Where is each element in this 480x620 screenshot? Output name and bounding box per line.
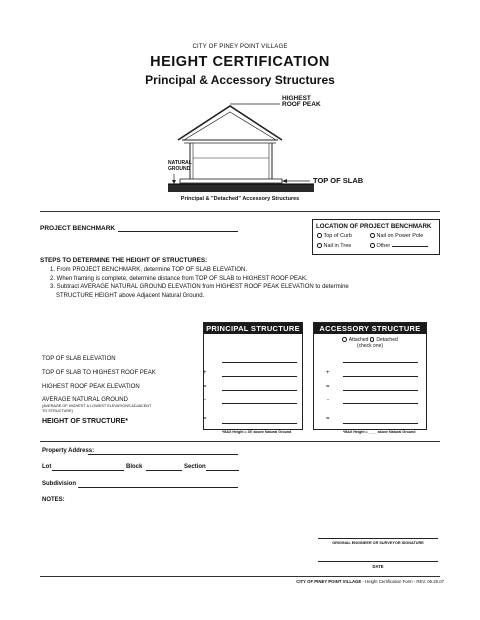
option-label: Nail in Tree <box>323 243 352 249</box>
other-field[interactable] <box>392 246 428 247</box>
option-label: Other <box>376 243 391 249</box>
accessory-slab-to-peak-field[interactable] <box>343 376 418 377</box>
max-height-accessory-note: *MAX Height = ____ above Natural Ground <box>343 430 416 434</box>
property-address-label: Property Address: <box>42 448 95 454</box>
form-title: HEIGHT CERTIFICATION <box>150 54 330 70</box>
avg-note <box>42 404 151 413</box>
principal-peak-elevation-field[interactable] <box>222 390 297 391</box>
row-label: AVERAGE NATURAL GROUND <box>42 397 128 403</box>
house-diagram <box>168 92 378 210</box>
option-label: Top of Curb <box>323 233 352 239</box>
avg-note-line-2: TO STRUCTURE) <box>42 408 73 413</box>
footer-form: - Height Certification Form - REV. 06.25.07 <box>362 579 444 584</box>
step-1: 1. From PROJECT BENCHMARK, determine TOP OF SLAB ELEVATION. <box>50 267 248 273</box>
step-3-cont: STRUCTURE HEIGHT above Adjacent Natural Ground. <box>56 292 205 299</box>
op-equals: = <box>203 416 207 422</box>
date-label: DATE <box>372 564 384 569</box>
step-2: 2. When framing is complete, determine distance from TOP OF SLAB to HIGHEST ROOF PEAK. <box>50 275 308 282</box>
benchmark-location-box <box>312 219 440 255</box>
ground-label-line-2: GROUND <box>168 166 191 172</box>
lot-field[interactable] <box>52 470 124 471</box>
diagram-caption: Principal & "Detached" Accessory Structures <box>180 196 300 202</box>
notes-label: NOTES: <box>42 497 65 503</box>
lot-label: Lot <box>42 464 52 470</box>
ground-label-line-1: NATURAL <box>168 160 192 166</box>
row-label: TOP OF SLAB TO HIGHEST ROOF PEAK <box>42 370 156 376</box>
step-3: 3. Subtract AVERAGE NATURAL GROUND ELEVATION from HIGHEST ROOF PEAK ELEVATION to determine <box>50 284 349 290</box>
row-label: HIGHEST ROOF PEAK ELEVATION <box>42 384 140 390</box>
subdivision-label: Subdivision <box>42 481 77 487</box>
op-equals: = <box>326 416 330 422</box>
property-address-field[interactable] <box>88 454 238 455</box>
detached-label: Detached <box>376 337 398 343</box>
principal-header: PRINCIPAL STRUCTURE <box>204 323 302 334</box>
date-field[interactable] <box>318 561 438 562</box>
highest-roof-peak-label <box>282 96 321 108</box>
radio-icon <box>370 233 375 238</box>
section-label: Section <box>184 464 206 470</box>
radio-icon <box>370 337 375 342</box>
project-benchmark-field[interactable] <box>118 231 238 232</box>
option-nail-power-pole[interactable] <box>370 233 423 239</box>
peak-label-line-2: ROOF PEAK <box>282 101 321 108</box>
attached-label: Attached <box>348 337 369 343</box>
project-benchmark-label: PROJECT BENCHMARK <box>40 225 116 232</box>
top-of-slab-label: TOP OF SLAB <box>313 176 364 185</box>
option-nail-in-tree[interactable] <box>317 243 351 249</box>
check-one-note: (check one) <box>356 343 384 349</box>
option-other[interactable] <box>370 243 428 249</box>
accessory-height-field[interactable] <box>343 423 418 424</box>
radio-icon <box>342 337 347 342</box>
principal-slab-to-peak-field[interactable] <box>222 376 297 377</box>
row-label: TOP OF SLAB ELEVATION <box>42 356 116 362</box>
radio-icon <box>317 233 322 238</box>
signature-field[interactable] <box>318 538 438 539</box>
avg-note-line-1: (AVERAGE OF HIGHEST & LOWEST ELEVATIONS ADJACENT <box>42 404 152 408</box>
footer <box>268 579 444 584</box>
accessory-header: ACCESSORY STRUCTURE <box>314 323 426 334</box>
op-equals: = <box>203 384 207 390</box>
principal-avg-ground-field[interactable] <box>222 403 297 404</box>
natural-ground-label <box>168 160 192 172</box>
accessory-peak-elevation-field[interactable] <box>343 390 418 391</box>
peak-label-line-1: HIGHEST <box>282 95 311 102</box>
op-plus: + <box>203 370 207 376</box>
op-plus: + <box>326 370 330 376</box>
option-top-of-curb[interactable] <box>317 233 352 239</box>
height-of-structure-label: HEIGHT OF STRUCTURE* <box>42 418 128 425</box>
principal-slab-elevation-field[interactable] <box>222 362 297 363</box>
city-name: CITY OF PINEY POINT VILLAGE <box>192 44 288 50</box>
form-subtitle: Principal & Accessory Structures <box>145 73 335 87</box>
signature-label: ORIGINAL ENGINEER OR SURVEYOR SIGNATURE <box>332 541 424 545</box>
block-field[interactable] <box>146 470 182 471</box>
section-field[interactable] <box>206 470 239 471</box>
radio-icon <box>317 243 322 248</box>
op-equals: = <box>326 384 330 390</box>
subdivision-field[interactable] <box>78 487 238 488</box>
principal-height-field[interactable] <box>222 423 297 424</box>
accessory-avg-ground-field[interactable] <box>343 403 418 404</box>
steps-list <box>50 266 440 300</box>
accessory-slab-elevation-field[interactable] <box>343 362 418 363</box>
benchmark-location-title: LOCATION OF PROJECT BENCHMARK <box>316 223 432 230</box>
steps-title: STEPS TO DETERMINE THE HEIGHT OF STRUCTURES: <box>40 257 208 264</box>
option-label: Nail on Power Pole <box>376 233 424 239</box>
op-minus: - <box>204 397 206 403</box>
radio-icon <box>370 243 375 248</box>
op-minus: - <box>327 397 329 403</box>
footer-org: CITY OF PINEY POINT VILLAGE <box>296 579 362 584</box>
block-label: Block <box>126 464 143 470</box>
max-height-principal-note: *MAX Height = 35' above Natural Ground <box>222 430 292 434</box>
